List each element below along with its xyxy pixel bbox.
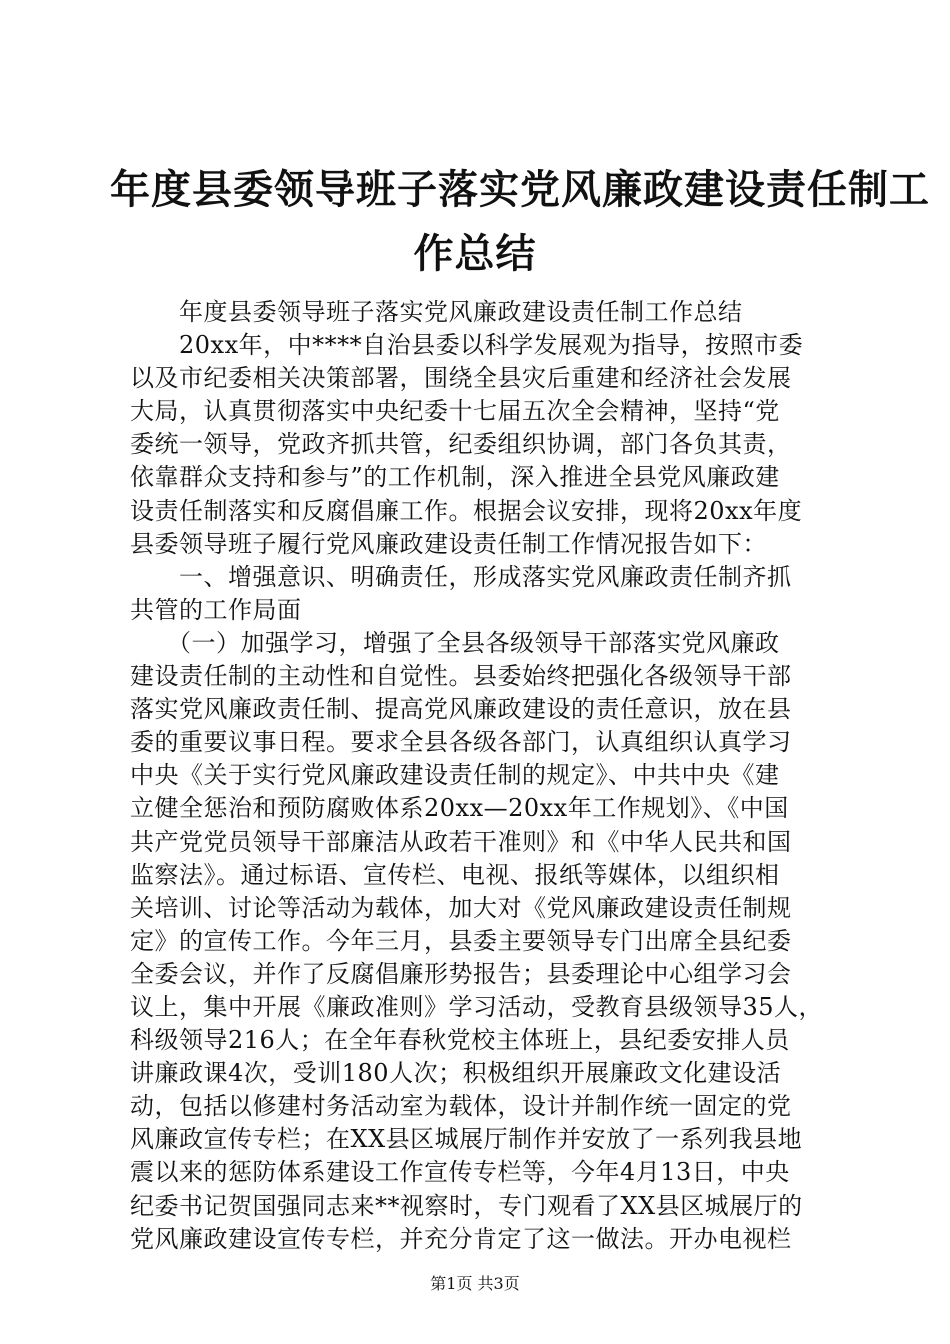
body-text-line: 共产党党员领导干部廉洁从政若干准则》和《中华人民共和国 [130, 827, 792, 856]
body-text-line: 委的重要议事日程。要求全县各级各部门，认真组织认真学习 [130, 728, 792, 757]
body-text-line: 中央《关于实行党风廉政建设责任制的规定》、中共中央《建 [130, 761, 780, 790]
body-text-line: 全委会议，并作了反腐倡廉形势报告；县委理论中心组学习会 [130, 959, 792, 988]
body-text-line: 科级领导216人；在全年春秋党校主体班上，县纪委安排人员 [130, 1026, 790, 1055]
body-text-line: 20xx年，中****自治县委以科学发展观为指导，按照市委 [130, 331, 804, 360]
body-text-line: 落实党风廉政责任制、提高党风廉政建设的责任意识，放在县 [130, 695, 792, 724]
body-text-line: 监察法》。通过标语、宣传栏、电视、报纸等媒体，以组织相 [130, 860, 780, 889]
body-text-line: 建设责任制的主动性和自觉性。县委始终把强化各级领导干部 [130, 662, 792, 691]
body-text-line: 议上，集中开展《廉政准则》学习活动，受教育县级领导35人， [130, 992, 824, 1021]
body-text-line: 共管的工作局面 [130, 595, 302, 624]
body-text-line: 以及市纪委相关决策部署，围绕全县灾后重建和经济社会发展 [130, 364, 792, 393]
body-text-line: 党风廉政建设宣传专栏，并充分肯定了这一做法。开办电视栏 [130, 1224, 792, 1253]
body-text-line: 县委领导班子履行党风廉政建设责任制工作情况报告如下： [130, 529, 767, 558]
body-text-line: 讲廉政课4次，受训180人次；积极组织开展廉政文化建设活 [130, 1059, 782, 1088]
title-line: 作总结 [413, 230, 537, 277]
document-title [110, 158, 930, 286]
body-text-line: 一、增强意识、明确责任，形成落实党风廉政责任制齐抓 [130, 562, 792, 591]
body-text-line: 立健全惩治和预防腐败体系20xx—20xx年工作规划》、《中国 [130, 794, 789, 823]
body-text-line: 委统一领导，党政齐抓共管，纪委组织协调，部门各负其责， [130, 430, 792, 459]
body-text-line: 震以来的惩防体系建设工作宣传专栏等，今年4月13日，中央 [130, 1158, 790, 1187]
body-text-line: 设责任制落实和反腐倡廉工作。根据会议安排，现将20xx年度 [130, 496, 803, 525]
body-text-line: 动，包括以修建村务活动室为载体，设计并制作统一固定的党 [130, 1092, 792, 1121]
body-text-line: 纪委书记贺国强同志来**视察时，专门观看了XX县区城展厅的 [130, 1191, 803, 1220]
page-footer: 第1页 共3页 [430, 1274, 520, 1293]
title-line: 年度县委领导班子落实党风廉政建设责任制工 [110, 166, 930, 213]
body-text-line: 大局，认真贯彻落实中央纪委十七届五次全会精神，坚持“党 [130, 397, 780, 426]
body-text-line: 年度县委领导班子落实党风廉政建设责任制工作总结 [130, 298, 743, 326]
body-text-line: 关培训、讨论等活动为载体，加大对《党风廉政建设责任制规 [130, 893, 792, 922]
document-body [130, 296, 830, 1256]
body-text-line: （一）加强学习，增强了全县各级领导干部落实党风廉政 [130, 628, 780, 657]
body-text-line: 依靠群众支持和参与”的工作机制，深入推进全县党风廉政建 [130, 463, 780, 492]
body-text-line: 风廉政宣传专栏；在XX县区城展厅制作并安放了一系列我县地 [130, 1125, 803, 1154]
body-text-line: 定》的宣传工作。今年三月，县委主要领导专门出席全县纪委 [130, 926, 792, 955]
